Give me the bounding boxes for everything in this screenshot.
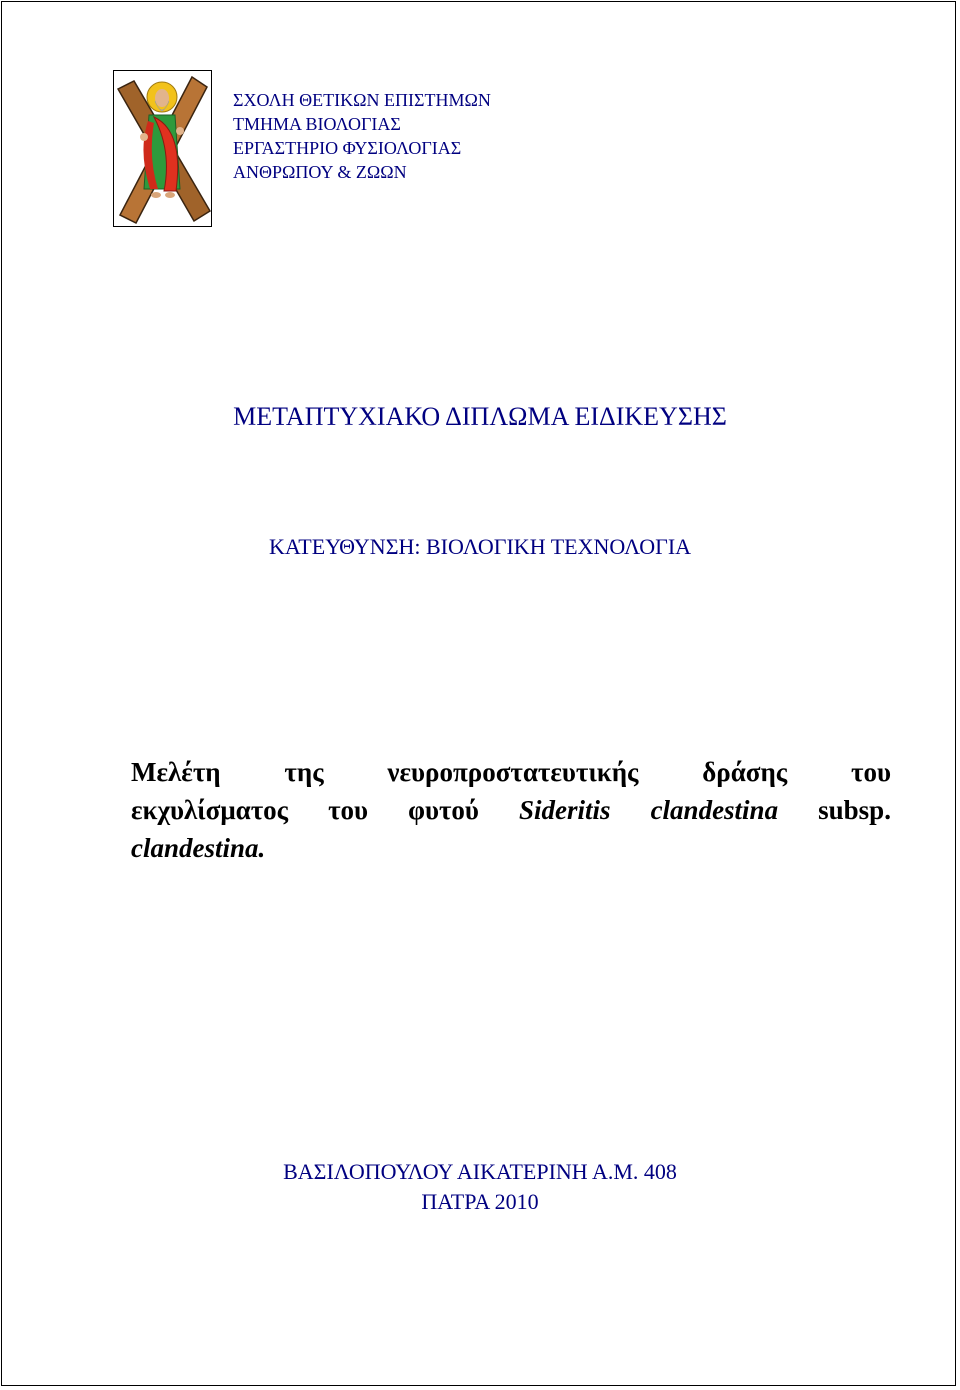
logo <box>113 70 212 227</box>
department-name: ΤΜΗΜΑ ΒΙΟΛΟΓΙΑΣ <box>233 114 401 134</box>
saint-andrew-icon <box>114 71 211 226</box>
species-genus: Sideritis <box>518 795 611 825</box>
thesis-word: Μελέτη <box>131 757 221 787</box>
thesis-word: φυτού <box>408 795 479 825</box>
thesis-word: της <box>284 757 324 787</box>
thesis-word: του <box>851 757 891 787</box>
institution-header <box>233 88 491 184</box>
thesis-title <box>131 753 891 867</box>
author-footer <box>0 1157 960 1217</box>
thesis-word: δράσης <box>702 757 788 787</box>
subspecies-name: clandestina. <box>131 833 266 863</box>
lab-name-line1: ΕΡΓΑΣΤΗΡΙΟ ΦΥΣΙΟΛΟΓΙΑΣ <box>233 138 462 158</box>
thesis-title-line3 <box>131 829 891 867</box>
thesis-title-line2 <box>131 791 891 829</box>
lab-name-line2: ΑΝΘΡΩΠΟΥ & ΖΩΩΝ <box>233 162 407 182</box>
place-year: ΠΑΤΡΑ 2010 <box>421 1189 539 1214</box>
author-name: ΒΑΣΙΛΟΠΟΥΛΟΥ ΑΙΚΑΤΕΡΙΝΗ Α.Μ. 408 <box>283 1159 677 1184</box>
thesis-title-line1 <box>131 753 891 791</box>
thesis-word: του <box>328 795 369 825</box>
subspecies-abbrev: subsp. <box>818 795 891 825</box>
thesis-word: εκχυλίσματος <box>131 795 289 825</box>
specialization-direction: ΚΑΤΕΥΘΥΝΣΗ: ΒΙΟΛΟΓΙΚΗ ΤΕΧΝΟΛΟΓΙΑ <box>268 534 692 559</box>
species-epithet: clandestina <box>650 795 779 825</box>
school-name: ΣΧΟΛΗ ΘΕΤΙΚΩΝ ΕΠΙΣΤΗΜΩΝ <box>233 90 491 110</box>
thesis-word: νευροπροστατευτικής <box>387 757 639 787</box>
degree-title: ΜΕΤΑΠΤΥΧΙΑΚΟ ΔΙΠΛΩΜΑ ΕΙΔΙΚΕΥΣΗΣ <box>233 402 727 431</box>
